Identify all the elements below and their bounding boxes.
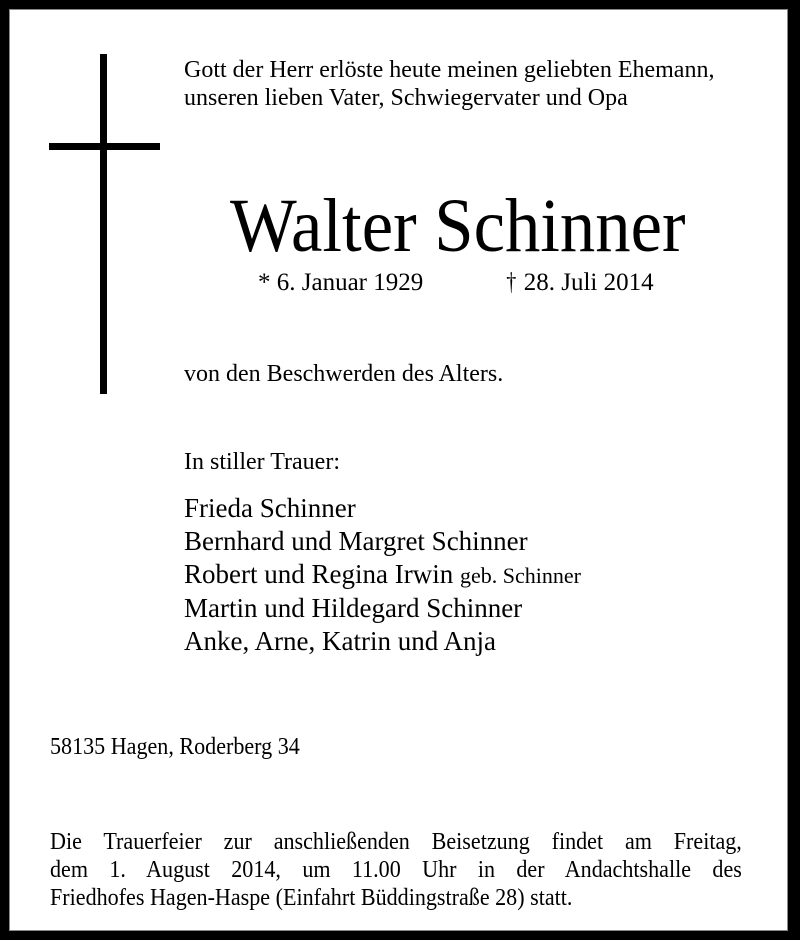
death-date	[505, 268, 654, 298]
funeral-notice-line: Friedhofes Hagen-Haspe (Einfahrt Büddingstraße 28) statt.	[50, 885, 573, 911]
family-member	[184, 492, 581, 525]
dagger-icon: †	[506, 269, 517, 296]
deceased-name: Walter Schinner	[230, 184, 686, 268]
address: 58135 Hagen, Roderberg 34	[50, 734, 300, 760]
family-member-name: Anke, Arne, Katrin und Anja	[184, 626, 496, 656]
family-member-name: Bernhard und Margret Schinner	[184, 526, 528, 556]
funeral-notice-line: Die Trauerfeier zur anschließenden Beisetzung findet am Freitag,	[50, 829, 742, 855]
family-member	[184, 625, 581, 658]
family-member-name: Robert und Regina Irwin	[184, 559, 454, 589]
family-member	[184, 525, 581, 558]
cross-icon-horizontal-bar	[49, 143, 160, 150]
family-member-name: Frieda Schinner	[184, 493, 356, 523]
family-member	[184, 592, 581, 625]
intro-line: unseren lieben Vater, Schwiegervater und Opa	[184, 85, 628, 111]
intro-line: Gott der Herr erlöste heute meinen geliebten Ehemann,	[184, 57, 715, 83]
mourning-heading: In stiller Trauer:	[184, 449, 340, 475]
cause-text: von den Beschwerden des Alters.	[184, 361, 504, 387]
funeral-notice-line: dem 1. August 2014, um 11.00 Uhr in der Andachtshalle des	[50, 857, 742, 883]
birth-date: * 6. Januar 1929	[258, 269, 424, 296]
funeral-notice-body	[50, 828, 742, 912]
death-date-text: 28. Juli 2014	[523, 269, 654, 296]
family-member-name: Martin und Hildegard Schinner	[184, 593, 523, 623]
intro-text	[184, 56, 714, 112]
cross-icon-vertical-bar	[100, 54, 107, 394]
family-member-note: geb. Schinner	[459, 563, 581, 588]
family-member	[184, 558, 581, 592]
family-list	[184, 492, 581, 658]
funeral-notice	[50, 828, 742, 912]
